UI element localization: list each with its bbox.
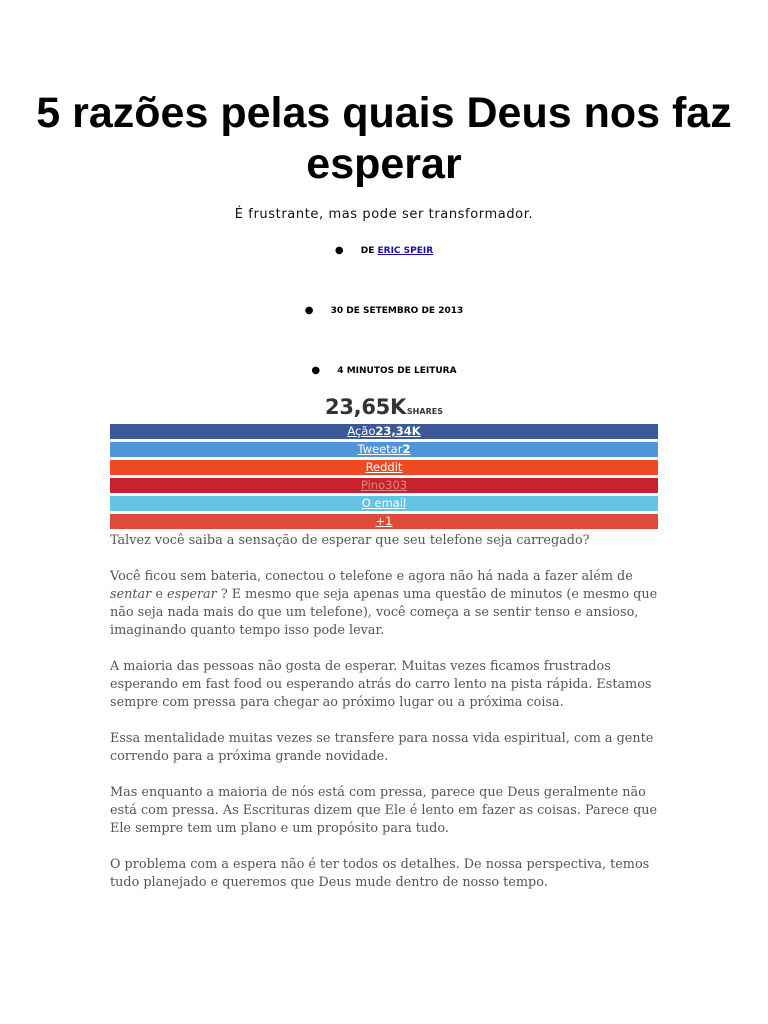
bullet-icon: ● [304,305,314,316]
bullet-icon: ● [311,365,321,376]
share-button-count: 303 [385,478,408,492]
author-prefix: DE [360,246,375,256]
body-paragraph: Talvez você saiba a sensação de esperar que seu telefone seja carregado? [110,533,590,548]
read-time-line [0,365,768,376]
body-text-segment: ? E mesmo que seja apenas uma questão de minutos (e mesmo que não seja nada mais do que um telefone), você começa a se sentir tenso e ansioso, imaginando quanto tempo isso pode levar. [110,587,658,638]
share-button-label: Pino [360,478,386,492]
twitter-share-button[interactable] [110,442,658,457]
share-button-count: 23,34K [375,424,421,438]
share-button-label: Ação [347,424,376,438]
pinterest-share-button[interactable] [110,478,658,493]
article-title: 5 razões pelas quais Deus nos faz esperar [36,89,732,188]
date-line [0,305,768,316]
article-subtitle: É frustrante, mas pode ser transformador. [234,207,534,222]
body-paragraph [110,568,670,640]
author-link[interactable]: ERIC SPEIR [377,246,434,256]
emphasis-esperar: esperar [167,587,217,602]
body-paragraph: O problema com a espera não é ter todos os detalhes. De nossa perspectiva, temos tudo planejado e queremos que Deus mude dentro de nosso tempo. [110,857,650,890]
share-button-label: Reddit [365,460,403,474]
body-text-segment: Você ficou sem bateria, conectou o telefone e agora não há nada a fazer além de [110,569,633,584]
body-paragraph: Mas enquanto a maioria de nós está com pressa, parece que Deus geralmente não está com pressa. As Escrituras dizem que Ele é lento em fazer as coisas. Parece que Ele sempre tem um plano e um propósito para tudo. [110,785,658,836]
google-plus-share-button[interactable] [110,514,658,529]
share-button-count: 2 [402,442,411,456]
share-button-label: +1 [375,514,393,528]
read-time: 4 MINUTOS DE LEITURA [337,366,457,376]
share-button-label: Tweetar [357,442,403,456]
share-count [0,395,768,419]
share-total: 23,65K [325,395,406,419]
author-line [0,245,768,256]
body-text-segment: e [151,587,167,602]
reddit-share-button[interactable] [110,460,658,475]
publish-date: 30 DE SETEMBRO DE 2013 [330,306,464,316]
body-paragraph: A maioria das pessoas não gosta de esperar. Muitas vezes ficamos frustrados esperando em fast food ou esperando atrás do carro lento na pista rápida. Estamos sempre com pressa para chegar ao próximo lugar ou a próxima coisa. [110,659,652,710]
facebook-share-button[interactable] [110,424,658,439]
article-body [110,532,670,910]
bullet-icon: ● [334,245,344,256]
emphasis-sentar: sentar [110,587,152,602]
email-share-button[interactable] [110,496,658,511]
share-button-label: O email [361,496,407,510]
body-paragraph: Essa mentalidade muitas vezes se transfere para nossa vida espiritual, com a gente correndo para a próxima grande novidade. [110,731,654,764]
share-label: SHARES [406,407,443,416]
